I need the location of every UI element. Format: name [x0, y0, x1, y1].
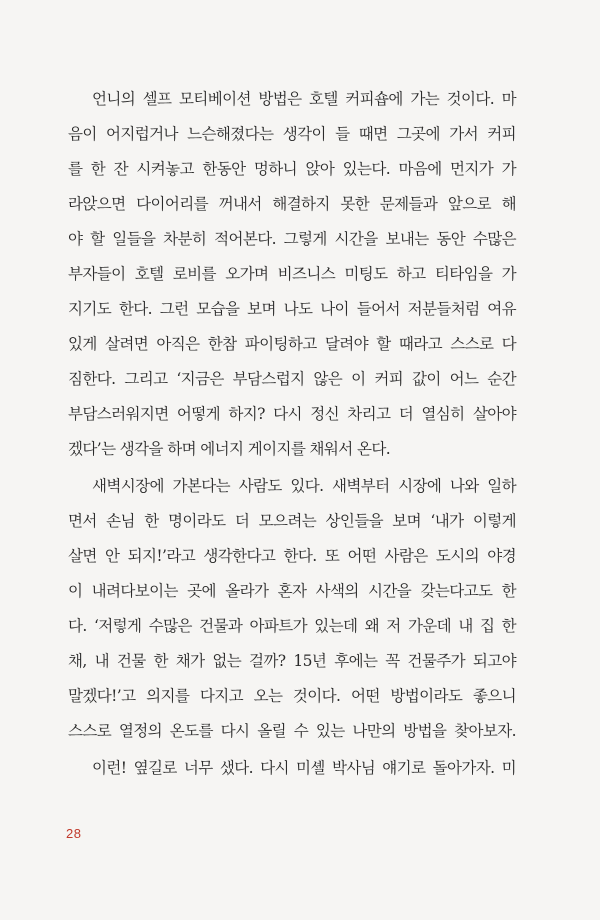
text-line: 부담스러워지면 어떻게 하지? 다시 정신 차리고 더 열심히 살아야	[68, 405, 516, 423]
text-line: 라앉으면 다이어리를 꺼내서 해결하지 못한 문제들과 앞으로 해	[68, 195, 516, 213]
text-line: 다. ‘저렇게 수많은 건물과 아파트가 있는데 왜 저 가운데 내 집 한	[68, 617, 516, 635]
text-line: 이 내려다보이는 곳에 올라가 혼자 사색의 시간을 갖는다고도 한	[68, 582, 516, 600]
paragraph-1	[68, 82, 516, 467]
text-line: 음이 어지럽거나 느슨해졌다는 생각이 들 때면 그곳에 가서 커피	[68, 125, 516, 143]
text-line: 말겠다!’고 의지를 다지고 오는 것이다. 어떤 방법이라도 좋으니	[68, 687, 516, 705]
text-line: 있게 살려면 아직은 한참 파이팅하고 달려야 할 때라고 스스로 다	[68, 335, 516, 353]
paragraph-3	[68, 751, 516, 786]
paragraph-2	[68, 469, 516, 749]
text-line: 새벽시장에 가본다는 사람도 있다. 새벽부터 시장에 나와 일하	[92, 477, 516, 495]
text-line: 부자들이 호텔 로비를 오가며 비즈니스 미팅도 하고 티타임을 가	[68, 265, 516, 283]
text-line: 살면 안 되지!’라고 생각한다고 한다. 또 어떤 사람은 도시의 야경	[68, 547, 516, 565]
text-line: 야 할 일들을 차분히 적어본다. 그렇게 시간을 보내는 동안 수많은	[68, 230, 516, 248]
text-line: 면서 손님 한 명이라도 더 모으려는 상인들을 보며 ‘내가 이렇게	[68, 512, 516, 530]
text-line: 채, 내 건물 한 채가 없는 걸까? 15년 후에는 꼭 건물주가 되고야	[68, 652, 516, 670]
text-line: 짐한다. 그리고 ‘지금은 부담스럽지 않은 이 커피 값이 어느 순간	[68, 370, 516, 388]
text-line: 이런! 옆길로 너무 샜다. 다시 미셸 박사님 얘기로 돌아가자. 미	[92, 759, 516, 777]
body-text	[68, 82, 516, 786]
text-line: 스스로 열정의 온도를 다시 올릴 수 있는 나만의 방법을 찾아보자.	[68, 722, 516, 740]
text-line: 언니의 셀프 모티베이션 방법은 호텔 커피숍에 가는 것이다. 마	[92, 90, 516, 108]
page-number: 28	[66, 826, 82, 841]
text-line: 겠다’는 생각을 하며 에너지 게이지를 채워서 온다.	[68, 440, 391, 458]
text-line: 를 한 잔 시켜놓고 한동안 멍하니 앉아 있는다. 마음에 먼지가 가	[68, 160, 516, 178]
text-line: 지기도 한다. 그런 모습을 보며 나도 나이 들어서 저분들처럼 여유	[68, 300, 516, 318]
